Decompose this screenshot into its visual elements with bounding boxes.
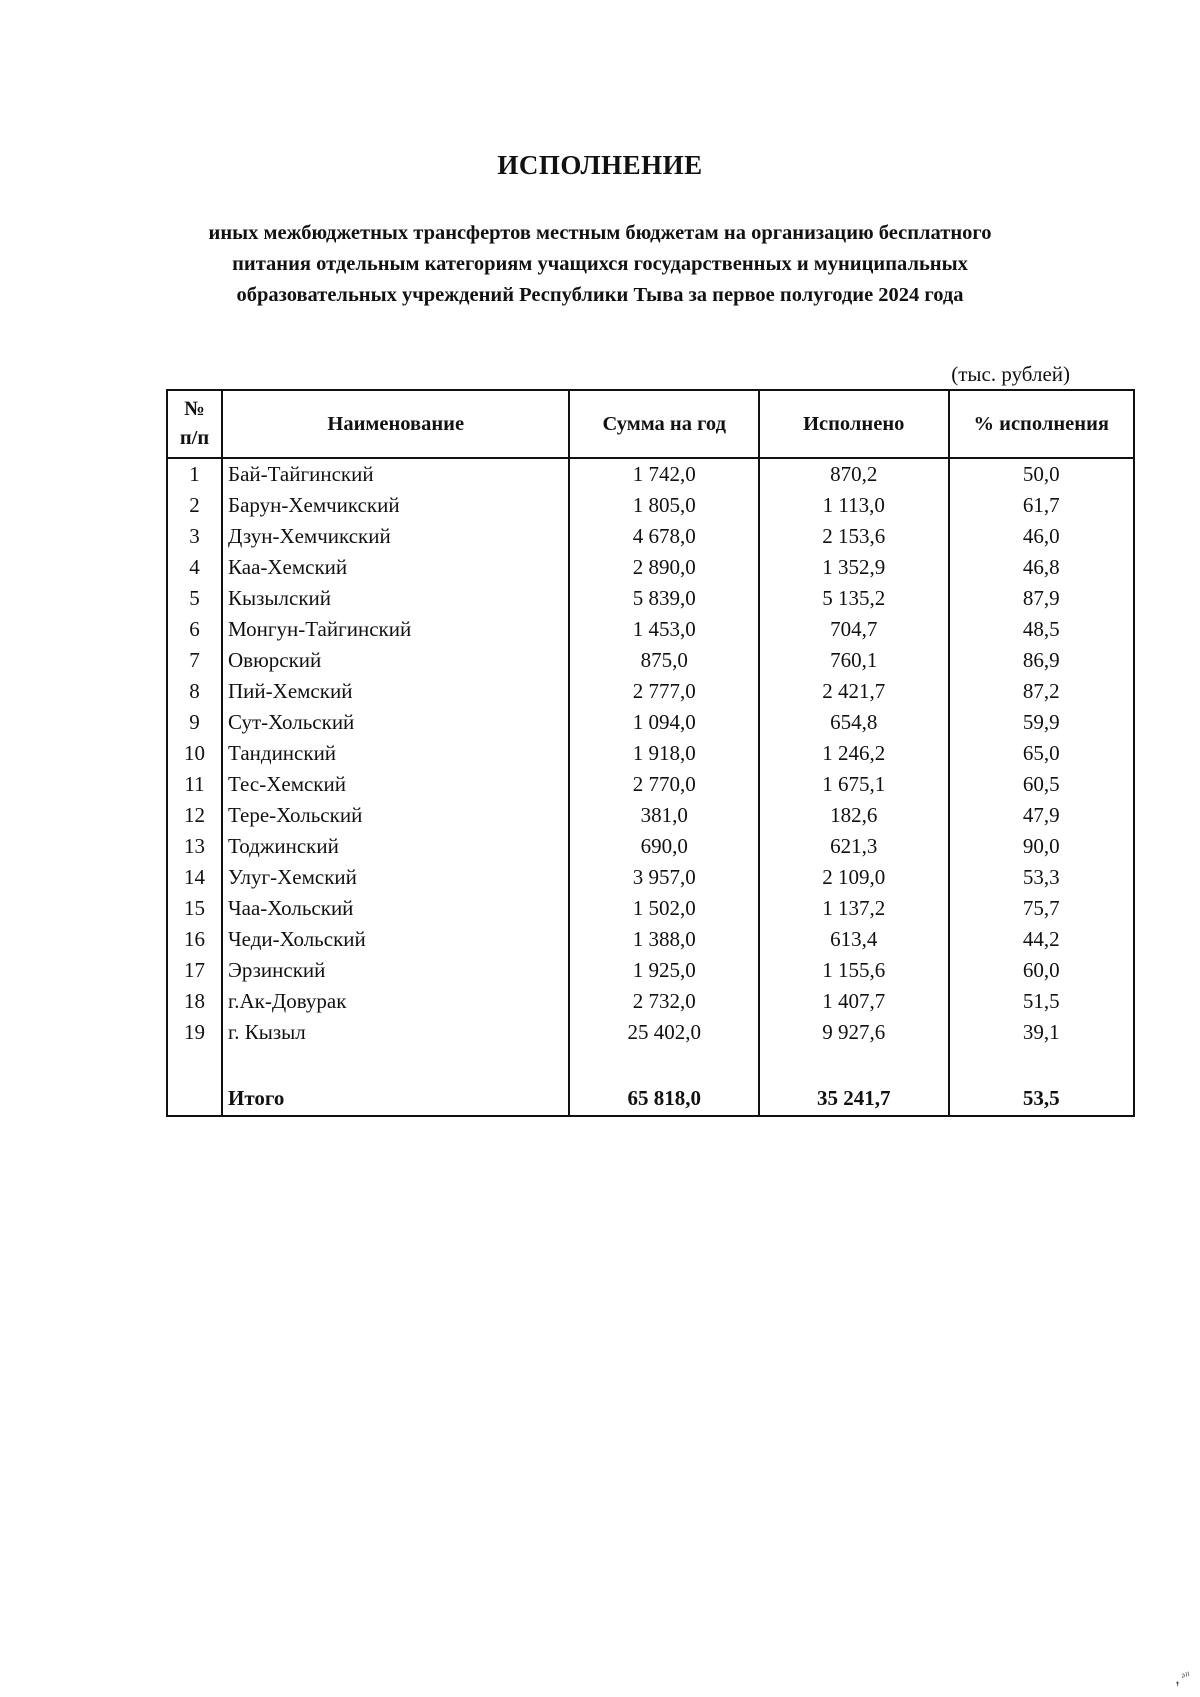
row-pct: 39,1	[949, 1017, 1135, 1048]
row-done: 5 135,2	[759, 583, 949, 614]
row-number: 19	[167, 1017, 222, 1048]
table-row	[167, 893, 1134, 924]
row-pct: 46,8	[949, 552, 1135, 583]
row-name: Тоджинский	[222, 831, 569, 862]
row-done: 760,1	[759, 645, 949, 676]
row-number: 10	[167, 738, 222, 769]
header-num-label: п/п	[179, 427, 210, 449]
row-sum: 2 777,0	[569, 676, 759, 707]
row-sum: 1 388,0	[569, 924, 759, 955]
row-done: 704,7	[759, 614, 949, 645]
row-sum: 1 925,0	[569, 955, 759, 986]
row-number: 6	[167, 614, 222, 645]
row-number: 4	[167, 552, 222, 583]
row-sum: 1 805,0	[569, 490, 759, 521]
row-pct: 51,5	[949, 986, 1135, 1017]
row-name: Улуг-Хемский	[222, 862, 569, 893]
spacer-cell	[569, 1048, 759, 1081]
row-sum: 4 678,0	[569, 521, 759, 552]
table-body	[167, 458, 1134, 1081]
row-number: 15	[167, 893, 222, 924]
table-row	[167, 955, 1134, 986]
table-row	[167, 490, 1134, 521]
row-done: 654,8	[759, 707, 949, 738]
row-sum: 2 732,0	[569, 986, 759, 1017]
table-row	[167, 707, 1134, 738]
table-row	[167, 738, 1134, 769]
row-done: 1 352,9	[759, 552, 949, 583]
subtitle-line: питания отдельным категориям учащихся государственных и муниципальных	[232, 253, 968, 275]
row-pct: 75,7	[949, 893, 1135, 924]
handwritten-mark: ꓹ ᵊᶦᶦ	[1172, 1668, 1193, 1689]
row-pct: 47,9	[949, 800, 1135, 831]
row-done: 1 407,7	[759, 986, 949, 1017]
row-done: 870,2	[759, 458, 949, 490]
table-row	[167, 552, 1134, 583]
table-row	[167, 831, 1134, 862]
row-sum: 2 890,0	[569, 552, 759, 583]
row-sum: 1 502,0	[569, 893, 759, 924]
row-done: 1 155,6	[759, 955, 949, 986]
table-row	[167, 862, 1134, 893]
row-name: Барун-Хемчикский	[222, 490, 569, 521]
row-number: 7	[167, 645, 222, 676]
header-pct: % исполнения	[949, 390, 1135, 458]
subtitle-line: иных межбюджетных трансфертов местным бюджетам на организацию бесплатного	[208, 222, 992, 244]
row-sum: 1 094,0	[569, 707, 759, 738]
row-name: Пий-Хемский	[222, 676, 569, 707]
row-name: Тес-Хемский	[222, 769, 569, 800]
row-done: 2 109,0	[759, 862, 949, 893]
row-pct: 90,0	[949, 831, 1135, 862]
row-sum: 690,0	[569, 831, 759, 862]
row-sum: 875,0	[569, 645, 759, 676]
row-name: Кызылский	[222, 583, 569, 614]
row-number: 12	[167, 800, 222, 831]
header-name: Наименование	[222, 390, 569, 458]
row-sum: 25 402,0	[569, 1017, 759, 1048]
row-number: 14	[167, 862, 222, 893]
execution-table	[166, 389, 1135, 1117]
header-num-symbol: №	[184, 398, 205, 420]
row-done: 1 137,2	[759, 893, 949, 924]
table-row	[167, 614, 1134, 645]
row-number: 13	[167, 831, 222, 862]
total-row	[167, 1081, 1134, 1116]
row-done: 2 421,7	[759, 676, 949, 707]
row-sum: 1 918,0	[569, 738, 759, 769]
row-number: 1	[167, 458, 222, 490]
header-sum: Сумма на год	[569, 390, 759, 458]
row-name: Дзун-Хемчикский	[222, 521, 569, 552]
table-row	[167, 521, 1134, 552]
row-name: Каа-Хемский	[222, 552, 569, 583]
row-pct: 46,0	[949, 521, 1135, 552]
header-num	[167, 390, 222, 458]
row-pct: 59,9	[949, 707, 1135, 738]
total-pct: 53,5	[949, 1081, 1135, 1116]
row-name: Овюрский	[222, 645, 569, 676]
spacer-cell	[167, 1048, 222, 1081]
row-sum: 2 770,0	[569, 769, 759, 800]
row-number: 11	[167, 769, 222, 800]
table-row	[167, 676, 1134, 707]
row-name: Тандинский	[222, 738, 569, 769]
page-title: ИСПОЛНЕНИЕ	[497, 150, 703, 180]
row-done: 2 153,6	[759, 521, 949, 552]
row-sum: 381,0	[569, 800, 759, 831]
table-row	[167, 645, 1134, 676]
table-row	[167, 769, 1134, 800]
row-pct: 48,5	[949, 614, 1135, 645]
row-pct: 53,3	[949, 862, 1135, 893]
row-done: 182,6	[759, 800, 949, 831]
row-name: г. Кызыл	[222, 1017, 569, 1048]
table-row	[167, 800, 1134, 831]
row-number: 3	[167, 521, 222, 552]
row-done: 1 246,2	[759, 738, 949, 769]
row-pct: 87,2	[949, 676, 1135, 707]
row-pct: 60,5	[949, 769, 1135, 800]
row-number: 18	[167, 986, 222, 1017]
document-subtitle	[140, 218, 1060, 311]
row-pct: 86,9	[949, 645, 1135, 676]
row-number: 17	[167, 955, 222, 986]
row-done: 613,4	[759, 924, 949, 955]
row-pct: 61,7	[949, 490, 1135, 521]
row-sum: 1 742,0	[569, 458, 759, 490]
row-sum: 5 839,0	[569, 583, 759, 614]
table-row	[167, 986, 1134, 1017]
total-num	[167, 1081, 222, 1116]
spacer-cell	[949, 1048, 1135, 1081]
row-name: Бай-Тайгинский	[222, 458, 569, 490]
row-pct: 44,2	[949, 924, 1135, 955]
row-name: Монгун-Тайгинский	[222, 614, 569, 645]
subtitle-line: образовательных учреждений Республики Тыва за первое полугодие 2024 года	[236, 284, 964, 306]
table-row	[167, 1017, 1134, 1048]
row-pct: 87,9	[949, 583, 1135, 614]
row-name: Чеди-Хольский	[222, 924, 569, 955]
total-done: 35 241,7	[759, 1081, 949, 1116]
spacer-row	[167, 1048, 1134, 1081]
spacer-cell	[222, 1048, 569, 1081]
table-row	[167, 458, 1134, 490]
total-sum: 65 818,0	[569, 1081, 759, 1116]
row-pct: 50,0	[949, 458, 1135, 490]
row-sum: 3 957,0	[569, 862, 759, 893]
row-number: 8	[167, 676, 222, 707]
row-number: 9	[167, 707, 222, 738]
row-pct: 65,0	[949, 738, 1135, 769]
table-row	[167, 924, 1134, 955]
row-number: 5	[167, 583, 222, 614]
row-pct: 60,0	[949, 955, 1135, 986]
row-sum: 1 453,0	[569, 614, 759, 645]
row-number: 16	[167, 924, 222, 955]
table-header-row	[167, 390, 1134, 458]
row-name: Тере-Хольский	[222, 800, 569, 831]
row-name: Сут-Хольский	[222, 707, 569, 738]
row-done: 1 113,0	[759, 490, 949, 521]
row-name: Чаа-Хольский	[222, 893, 569, 924]
row-done: 621,3	[759, 831, 949, 862]
spacer-cell	[759, 1048, 949, 1081]
row-done: 1 675,1	[759, 769, 949, 800]
row-name: г.Ак-Довурак	[222, 986, 569, 1017]
units-note: (тыс. рублей)	[951, 362, 1070, 386]
header-done: Исполнено	[759, 390, 949, 458]
row-name: Эрзинский	[222, 955, 569, 986]
row-number: 2	[167, 490, 222, 521]
total-label: Итого	[222, 1081, 569, 1116]
table-row	[167, 583, 1134, 614]
row-done: 9 927,6	[759, 1017, 949, 1048]
